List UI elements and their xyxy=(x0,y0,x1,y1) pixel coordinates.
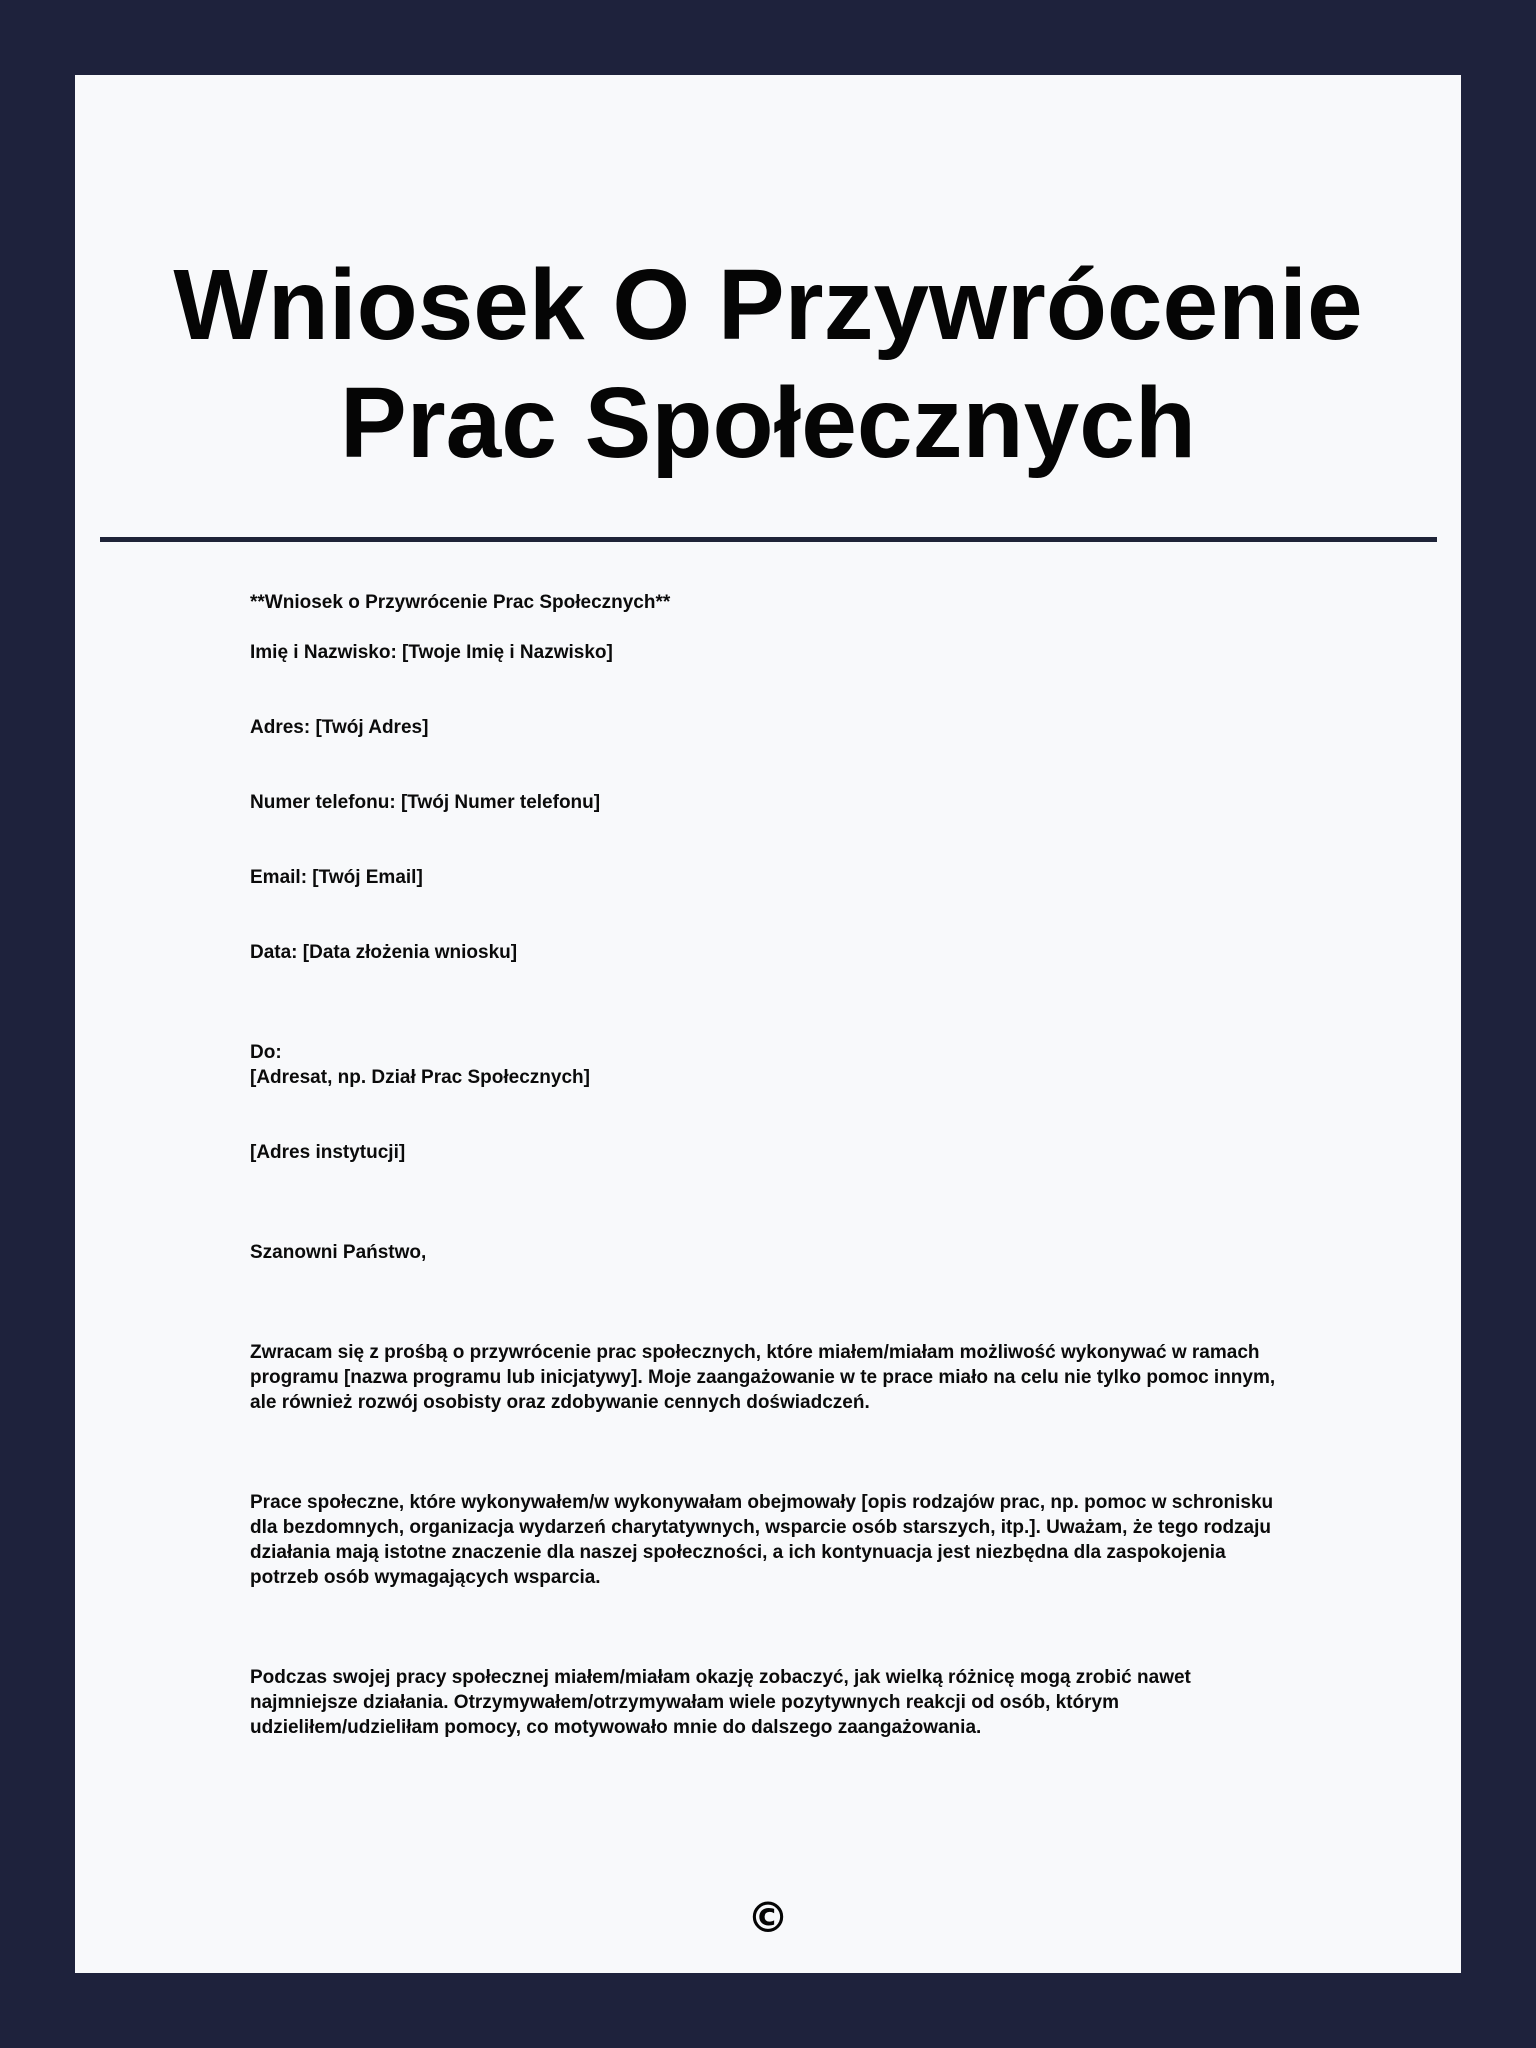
copyright-symbol: © xyxy=(747,1893,789,1942)
body-paragraph-2: Prace społeczne, które wykonywałem/w wykonywałam obejmowały [opis rodzajów prac, np. pomoc w schronisku dla bezdomnych, organizacja wydarzeń charytatywnych, wsparcie osób starszych, itp.]. Uważam, że tego rodzaju działania mają istotne znaczenie dla naszej społeczności, a ich kontynuacja jest niezbędna dla zaspokojenia potrzeb osób wymagających wsparcia. xyxy=(250,1492,1274,1588)
field-name: Imię i Nazwisko: [Twoje Imię i Nazwisko] xyxy=(250,642,613,663)
recipient-addressee: [Adresat, np. Dział Prac Społecznych] xyxy=(250,1067,590,1088)
body-paragraph-1: Zwracam się z prośbą o przywrócenie prac społecznych, które miałem/miałam możliwość wykonywać w ramach programu [nazwa programu lub inicjatywy]. Moje zaangażowanie w te prace miało na celu nie tylko pomoc innym, ale również rozwój osobisty oraz zdobywanie cennych doświadczeń. xyxy=(250,1342,1276,1413)
field-email: Email: [Twój Email] xyxy=(250,867,423,888)
document-title xyxy=(75,246,1461,482)
field-phone: Numer telefonu: [Twój Numer telefonu] xyxy=(250,792,601,813)
document-title-line-2: Prac Społecznych xyxy=(340,367,1196,479)
document-heading: **Wniosek o Przywrócenie Prac Społecznych** xyxy=(250,592,671,613)
field-date: Data: [Data złożenia wniosku] xyxy=(250,942,518,963)
field-address: Adres: [Twój Adres] xyxy=(250,717,429,738)
recipient-label: Do: xyxy=(250,1042,282,1063)
document-page xyxy=(75,75,1461,1973)
salutation: Szanowni Państwo, xyxy=(250,1242,427,1263)
body-paragraph-3: Podczas swojej pracy społecznej miałem/miałam okazję zobaczyć, jak wielką różnicę mogą zrobić nawet najmniejsze działania. Otrzymywałem/otrzymywałam wiele pozytywnych reakcji od osób, którym udzieliłem/udzieliłam pomocy, co motywowało mnie do dalszego zaangażowania. xyxy=(250,1667,1191,1738)
title-divider xyxy=(100,537,1437,542)
recipient-institution-address: [Adres instytucji] xyxy=(250,1142,406,1163)
document-title-line-1: Wniosek O Przywrócenie xyxy=(173,249,1363,361)
